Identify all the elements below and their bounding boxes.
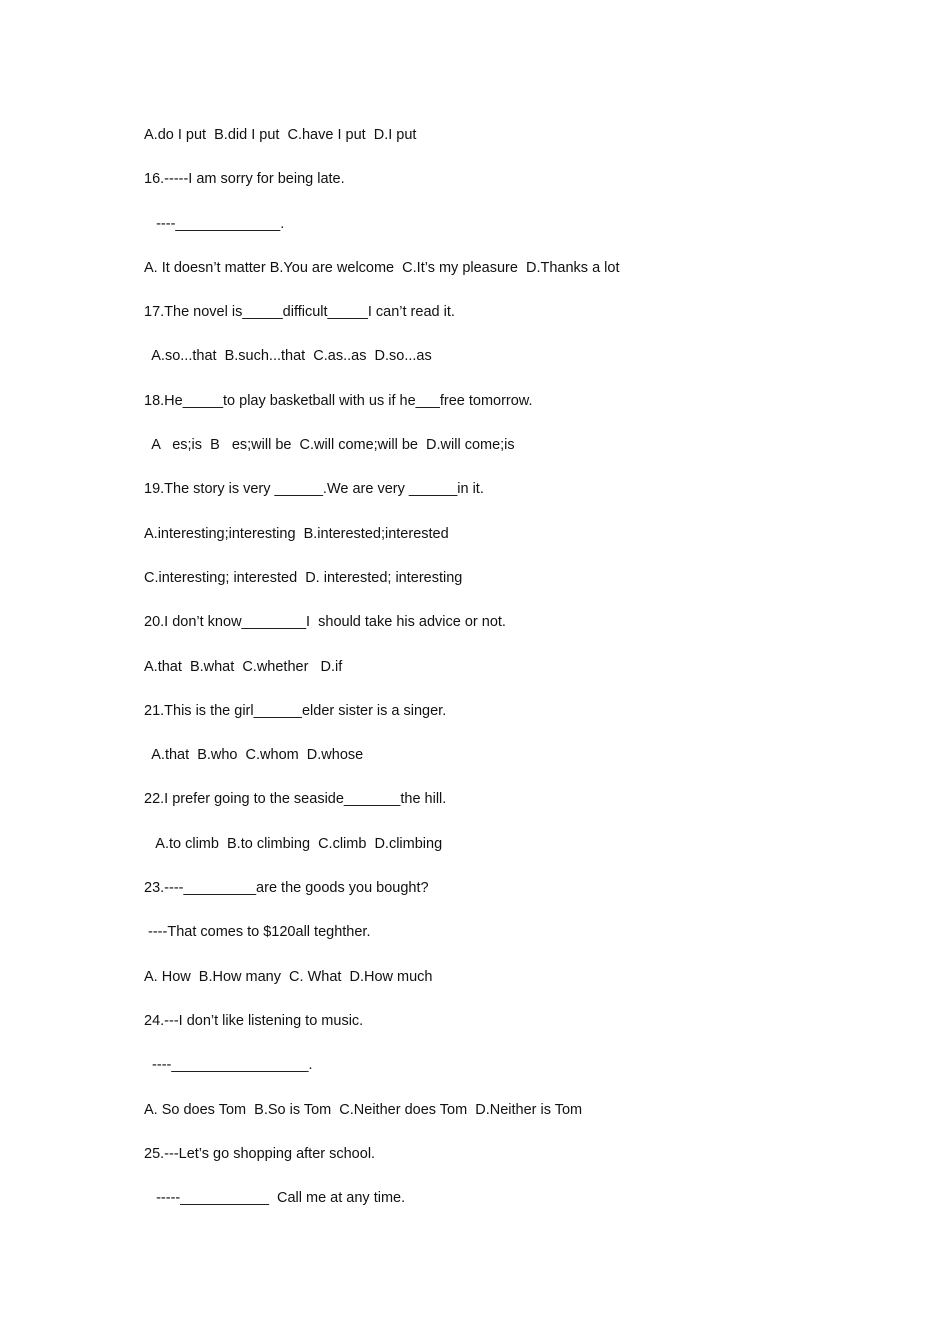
dialogue-response-25: -----___________ Call me at any time. xyxy=(144,1190,406,1207)
answer-options-19-a-b: A.interesting;interesting B.interested;interested xyxy=(144,525,449,542)
question-20: 20.I don’t know________I should take his advice or not. xyxy=(144,614,506,631)
question-23: 23.----_________are the goods you bought? xyxy=(144,880,429,897)
dialogue-response-23: ----That comes to $120all teghther. xyxy=(144,924,371,941)
question-21: 21.This is the girl______elder sister is a singer. xyxy=(144,702,447,719)
answer-options-21: A.that B.who C.whom D.whose xyxy=(144,747,364,764)
answer-options-18: A es;is B es;will be C.will come;will be D.will come;is xyxy=(144,437,515,454)
dialogue-response-16: ----_____________. xyxy=(144,215,285,232)
question-19: 19.The story is very ______.We are very ______in it. xyxy=(144,481,484,498)
question-24: 24.---I don’t like listening to music. xyxy=(144,1012,364,1029)
question-17: 17.The novel is_____difficult_____I can’t read it. xyxy=(144,304,455,321)
answer-options-17: A.so...that B.such...that C.as..as D.so...as xyxy=(144,348,432,365)
dialogue-response-24: ----_________________. xyxy=(144,1057,313,1074)
question-22: 22.I prefer going to the seaside_______the hill. xyxy=(144,791,447,808)
question-16: 16.-----I am sorry for being late. xyxy=(144,171,345,188)
question-25: 25.---Let’s go shopping after school. xyxy=(144,1145,376,1162)
document-body xyxy=(144,124,844,1231)
answer-options-20: A.that B.what C.whether D.if xyxy=(144,658,343,675)
question-18: 18.He_____to play basketball with us if he___free tomorrow. xyxy=(144,392,533,409)
answer-options-19-c-d: C.interesting; interested D. interested; interesting xyxy=(144,569,463,586)
answer-options-24: A. So does Tom B.So is Tom C.Neither does Tom D.Neither is Tom xyxy=(144,1101,583,1118)
answer-options-23: A. How B.How many C. What D.How much xyxy=(144,968,433,985)
answer-options-15: A.do I put B.did I put C.have I put D.I put xyxy=(144,127,417,143)
answer-options-22: A.to climb B.to climbing C.climb D.climbing xyxy=(144,835,443,852)
answer-options-16: A. It doesn’t matter B.You are welcome C.It’s my pleasure D.Thanks a lot xyxy=(144,259,620,276)
